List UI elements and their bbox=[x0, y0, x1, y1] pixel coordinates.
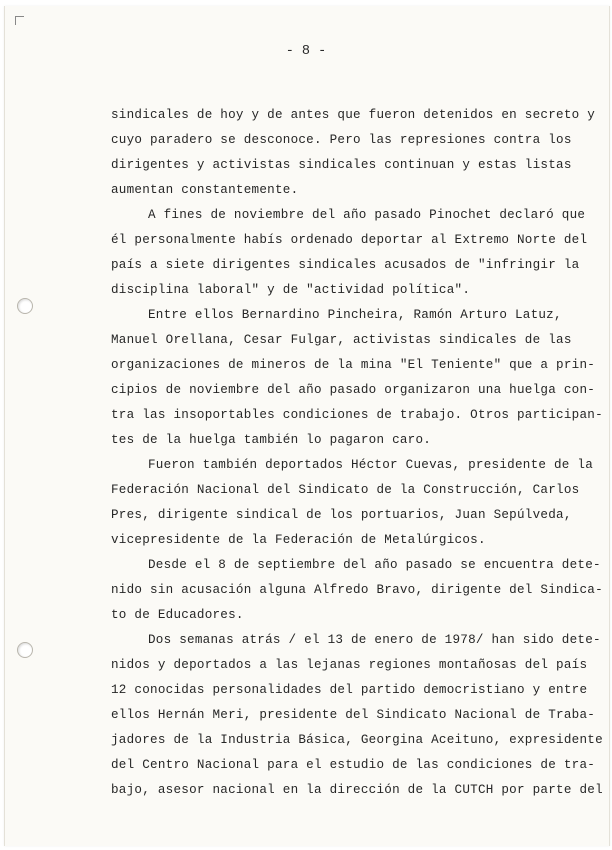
text-line: nidos y deportados a las lejanas regiones montañosas del país bbox=[111, 658, 588, 672]
text-line: organizaciones de mineros de la mina "El Teniente" que a prin- bbox=[111, 358, 596, 372]
text-line: Pres, dirigente sindical de los portuarios, Juan Sepúlveda, bbox=[111, 508, 572, 522]
text-line: Entre ellos Bernardino Pincheira, Ramón Arturo Latuz, bbox=[148, 308, 562, 322]
text-line: disciplina laboral" y de "actividad política". bbox=[111, 283, 471, 297]
text-line: sindicales de hoy y de antes que fueron detenidos en secreto y bbox=[111, 108, 596, 122]
text-line: nido sin acusación alguna Alfredo Bravo, dirigente del Sindica- bbox=[111, 583, 603, 597]
text-line: cuyo paradero se desconoce. Pero las represiones contra los bbox=[111, 133, 572, 147]
text-line: cipios de noviembre del año pasado organizaron una huelga con- bbox=[111, 383, 596, 397]
text-line: del Centro Nacional para el estudio de las condiciones de tra- bbox=[111, 758, 596, 772]
text-line: tes de la huelga también lo pagaron caro. bbox=[111, 433, 432, 447]
text-line: jadores de la Industria Básica, Georgina Aceituno, expresidente bbox=[111, 733, 603, 747]
text-line: Federación Nacional del Sindicato de la Construcción, Carlos bbox=[111, 483, 580, 497]
text-line: Desde el 8 de septiembre del año pasado se encuentra dete- bbox=[148, 558, 601, 572]
punch-hole-top bbox=[17, 298, 33, 314]
text-line: país a siete dirigentes sindicales acusados de "infringir la bbox=[111, 258, 580, 272]
text-line: ellos Hernán Meri, presidente del Sindicato Nacional de Traba- bbox=[111, 708, 596, 722]
text-line: aumentan constantemente. bbox=[111, 183, 299, 197]
text-line: él personalmente habís ordenado deportar al Extremo Norte del bbox=[111, 233, 588, 247]
page-number: - 8 - bbox=[285, 44, 327, 59]
punch-hole-bottom bbox=[17, 642, 33, 658]
text-line: vicepresidente de la Federación de Metalúrgicos. bbox=[111, 533, 486, 547]
text-line: bajo, asesor nacional en la dirección de la CUTCH por parte del bbox=[111, 783, 603, 797]
text-line: Dos semanas atrás / el 13 de enero de 1978/ han sido dete- bbox=[148, 633, 601, 647]
text-line: tra las insoportables condiciones de trabajo. Otros participan- bbox=[111, 408, 603, 422]
text-line: 12 conocidas personalidades del partido democristiano y entre bbox=[111, 683, 588, 697]
text-line: to de Educadores. bbox=[111, 608, 244, 622]
text-line: Fueron también deportados Héctor Cuevas, presidente de la bbox=[148, 458, 594, 472]
text-line: Manuel Orellana, Cesar Fulgar, activistas sindicales de las bbox=[111, 333, 572, 347]
corner-mark bbox=[15, 16, 24, 25]
text-line: dirigentes y activistas sindicales continuan y estas listas bbox=[111, 158, 572, 172]
text-line: A fines de noviembre del año pasado Pinochet declaró que bbox=[148, 208, 586, 222]
